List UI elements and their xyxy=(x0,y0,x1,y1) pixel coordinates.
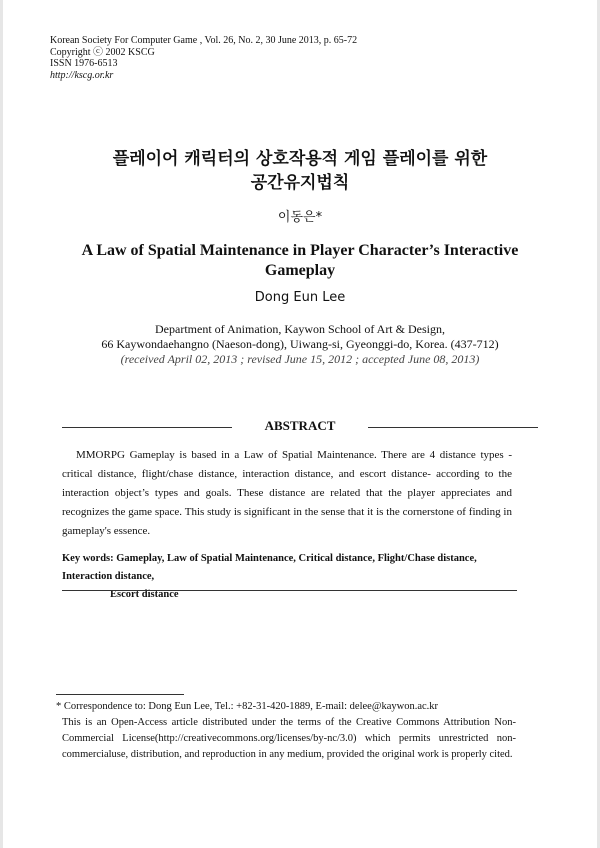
affiliation xyxy=(60,322,540,367)
korean-title xyxy=(0,147,600,195)
abstract-header xyxy=(62,418,538,438)
abstract-text: MMORPG Gameplay is based in a Law of Spatial Maintenance. There are 4 distance types -critical distance, flight/chase distance, interaction distance, and escort distance- according to the interaction object’s types and goals. These distance are related that the player appreciates and recognizes the game space. This study is significant in the sense that it is the cornerstone of finding in gameplay's essence. xyxy=(62,449,512,537)
korean-author: 이동은* xyxy=(277,210,323,225)
korean-title-line2: 공간유지법칙 xyxy=(250,173,350,193)
korean-title-line1: 플레이어 캐릭터의 상호작용적 게임 플레이를 위한 xyxy=(112,149,488,169)
journal-header xyxy=(50,35,357,81)
abstract-heading: ABSTRACT xyxy=(264,418,336,433)
affiliation-line1: Department of Animation, Kaywon School of Art & Design, xyxy=(155,322,445,336)
journal-copyright: Copyright ⓒ 2002 KSCG xyxy=(50,46,155,58)
footnote xyxy=(56,699,516,763)
page-edge-left xyxy=(0,0,3,848)
footnote-divider xyxy=(56,694,184,695)
english-author: Dong Eun Lee xyxy=(254,290,346,305)
license-notice: This is an Open-Access article distributed under the terms of the Creative Commons Attribution Non-Commercial License(http://creativecommons.org/licenses/by-nc/3.0) which permits unrestricted non-commercialuse, distribution, and reproduction in any medium, provided the original work is properly cited. xyxy=(62,717,516,760)
journal-issn: ISSN 1976-6513 xyxy=(50,58,118,69)
keywords-line2: Escort distance xyxy=(110,589,179,600)
keywords xyxy=(62,550,517,604)
journal-url[interactable]: http://kscg.or.kr xyxy=(50,69,114,81)
keywords-divider xyxy=(62,590,517,591)
journal-citation: Korean Society For Computer Game , Vol. 26, No. 2, 30 June 2013, p. 65-72 xyxy=(50,35,358,46)
affiliation-line2: 66 Kaywondaehangno (Naeson-dong), Uiwang-si, Gyeonggi-do, Korea. (437-712) xyxy=(101,337,499,351)
received-dates: (received April 02, 2013 ; revised June 15, 2012 ; accepted June 08, 2013) xyxy=(120,352,480,366)
correspondence: * Correspondence to: Dong Eun Lee, Tel.: +82-31-420-1889, E-mail: delee@kaywon.ac.kr xyxy=(56,701,439,712)
keywords-line1: Key words: Gameplay, Law of Spatial Maintenance, Critical distance, Flight/Chase distance, Interaction distance, xyxy=(62,553,477,582)
english-title: A Law of Spatial Maintenance in Player Character’s Interactive Gameplay xyxy=(81,242,519,279)
abstract-rule-right xyxy=(368,427,538,428)
